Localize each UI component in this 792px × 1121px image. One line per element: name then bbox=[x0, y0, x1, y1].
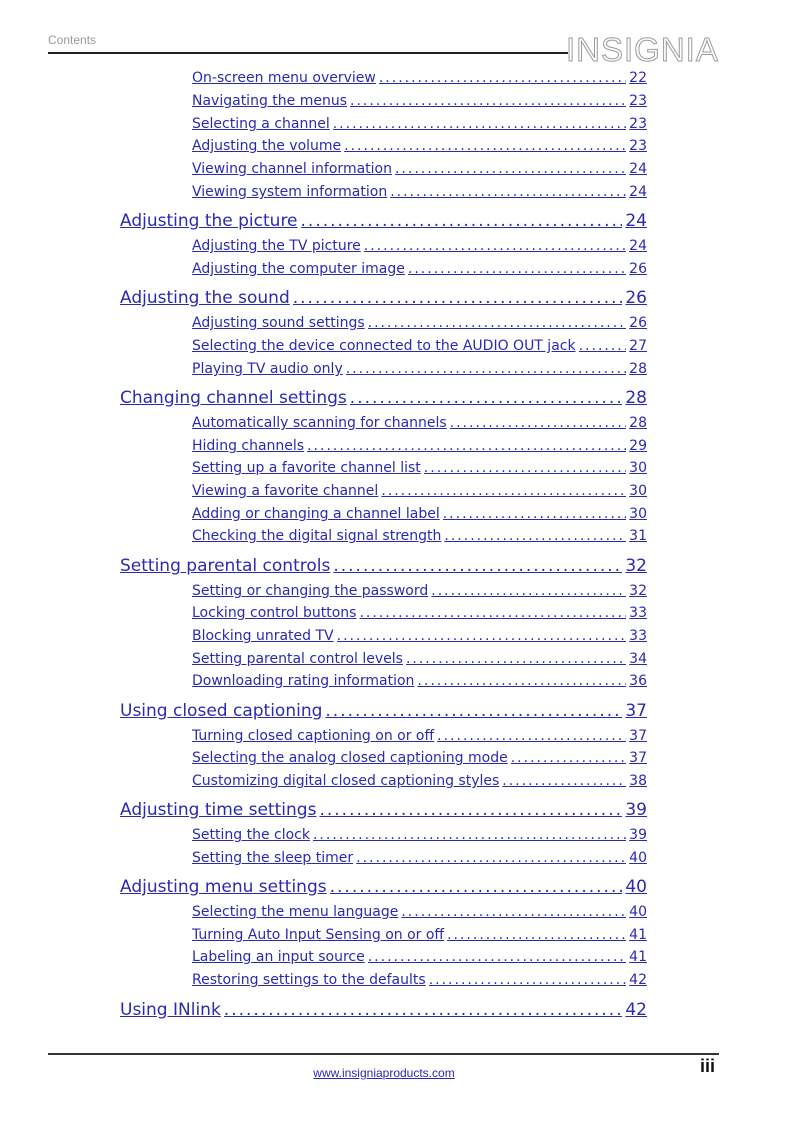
toc-entry-title: Viewing channel information bbox=[192, 161, 392, 177]
dot-leader bbox=[368, 315, 627, 331]
logo-text: INSIGNIA bbox=[566, 31, 719, 68]
toc-section-link[interactable] bbox=[192, 161, 647, 177]
toc-section-link[interactable] bbox=[192, 315, 647, 331]
dot-leader bbox=[364, 238, 626, 254]
dot-leader bbox=[390, 184, 626, 200]
toc-entry-page: 23 bbox=[629, 116, 647, 132]
toc-section-link[interactable] bbox=[192, 460, 647, 476]
toc-section-link[interactable] bbox=[192, 116, 647, 132]
dot-leader bbox=[346, 361, 626, 377]
toc-section-link[interactable] bbox=[192, 972, 647, 988]
toc-section-link[interactable] bbox=[192, 184, 647, 200]
toc-entry-title: Hiding channels bbox=[192, 438, 305, 454]
toc-entry-title: Setting the clock bbox=[192, 827, 310, 843]
dot-leader bbox=[437, 728, 626, 744]
header-rule bbox=[48, 52, 568, 54]
toc-chapter-link[interactable] bbox=[120, 211, 647, 231]
toc-entry-page: 41 bbox=[629, 949, 647, 965]
toc-entry-title: Restoring settings to the defaults bbox=[192, 972, 426, 988]
dot-leader bbox=[293, 288, 623, 308]
toc-entry-page: 33 bbox=[629, 628, 647, 644]
dot-leader bbox=[406, 651, 626, 667]
toc-section-link[interactable] bbox=[192, 651, 647, 667]
toc-section-link[interactable] bbox=[192, 70, 647, 86]
toc-chapter-link[interactable] bbox=[120, 288, 647, 308]
toc-entry-title: Downloading rating information bbox=[192, 673, 415, 689]
toc-entry-title: Setting or changing the password bbox=[192, 583, 429, 599]
toc-entry-page: 28 bbox=[629, 415, 647, 431]
toc-entry-page: 38 bbox=[629, 773, 647, 789]
dot-leader bbox=[379, 70, 626, 86]
insignia-logo bbox=[566, 32, 719, 68]
toc-entry-title: Checking the digital signal strength bbox=[192, 528, 442, 544]
toc-section-link[interactable] bbox=[192, 949, 647, 965]
toc-entry-title: Turning Auto Input Sensing on or off bbox=[192, 927, 445, 943]
dot-leader bbox=[337, 628, 627, 644]
toc-section-link[interactable] bbox=[192, 750, 647, 766]
toc-section-link[interactable] bbox=[192, 904, 647, 920]
toc-section-link[interactable] bbox=[192, 728, 647, 744]
toc-entry-title: Setting up a favorite channel list bbox=[192, 460, 421, 476]
toc-entry-page: 28 bbox=[625, 388, 647, 408]
toc-entry-title: Adjusting menu settings bbox=[120, 877, 327, 897]
toc-entry-title: Setting parental controls bbox=[120, 556, 331, 576]
toc-entry-page: 30 bbox=[629, 483, 647, 499]
toc-section-link[interactable] bbox=[192, 506, 647, 522]
dot-leader bbox=[333, 556, 622, 576]
page-number: iii bbox=[700, 1056, 716, 1076]
toc-entry-title: Adjusting time settings bbox=[120, 800, 317, 820]
footer-rule bbox=[48, 1053, 719, 1055]
toc-entry-page: 32 bbox=[625, 556, 647, 576]
toc-entry-title: Adding or changing a channel label bbox=[192, 506, 440, 522]
toc-entry-page: 29 bbox=[629, 438, 647, 454]
toc-entry-page: 33 bbox=[629, 605, 647, 621]
toc-entry-page: 24 bbox=[629, 161, 647, 177]
dot-leader bbox=[431, 583, 626, 599]
toc-section-link[interactable] bbox=[192, 415, 647, 431]
toc-section-link[interactable] bbox=[192, 483, 647, 499]
toc-entry-page: 24 bbox=[629, 238, 647, 254]
toc-entry-page: 40 bbox=[629, 904, 647, 920]
header-section-label: Contents bbox=[48, 33, 97, 47]
toc-entry-page: 32 bbox=[629, 583, 647, 599]
toc-entry-title: Adjusting sound settings bbox=[192, 315, 365, 331]
toc-entry-title: Blocking unrated TV bbox=[192, 628, 334, 644]
dot-leader bbox=[450, 415, 626, 431]
dot-leader bbox=[502, 773, 626, 789]
toc-entry-title: Using closed captioning bbox=[120, 701, 323, 721]
dot-leader bbox=[417, 673, 626, 689]
toc-entry-title: Turning closed captioning on or off bbox=[192, 728, 435, 744]
toc-entry-page: 28 bbox=[629, 361, 647, 377]
toc-entry-page: 26 bbox=[629, 261, 647, 277]
toc-entry-page: 42 bbox=[629, 972, 647, 988]
toc-entry-page: 40 bbox=[625, 877, 647, 897]
dot-leader bbox=[333, 116, 626, 132]
toc-entry-page: 30 bbox=[629, 506, 647, 522]
dot-leader bbox=[444, 528, 626, 544]
toc-entry-page: 36 bbox=[629, 673, 647, 689]
toc-entry-page: 23 bbox=[629, 93, 647, 109]
dot-leader bbox=[395, 161, 626, 177]
dot-leader bbox=[443, 506, 626, 522]
dot-leader bbox=[429, 972, 626, 988]
dot-leader bbox=[330, 877, 623, 897]
toc-entry-title: Setting parental control levels bbox=[192, 651, 403, 667]
toc-section-link[interactable] bbox=[192, 93, 647, 109]
toc-entry-title: Viewing system information bbox=[192, 184, 388, 200]
dot-leader bbox=[301, 211, 623, 231]
dot-leader bbox=[368, 949, 626, 965]
toc-entry-page: 26 bbox=[629, 315, 647, 331]
dot-leader bbox=[350, 388, 623, 408]
dot-leader bbox=[344, 138, 626, 154]
toc-entry-page: 41 bbox=[629, 927, 647, 943]
dot-leader bbox=[325, 701, 622, 721]
toc-entry-title: Selecting the analog closed captioning mode bbox=[192, 750, 508, 766]
toc-entry-title: Adjusting the computer image bbox=[192, 261, 405, 277]
toc-chapter-link[interactable] bbox=[120, 877, 647, 897]
toc-chapter-link[interactable] bbox=[120, 1000, 647, 1020]
toc-entry-title: On-screen menu overview bbox=[192, 70, 376, 86]
toc-entry-title: Automatically scanning for channels bbox=[192, 415, 447, 431]
toc-entry-title: Selecting the menu language bbox=[192, 904, 399, 920]
dot-leader bbox=[319, 800, 622, 820]
toc-chapter-link[interactable] bbox=[120, 388, 647, 408]
toc-entry-title: Customizing digital closed captioning styles bbox=[192, 773, 500, 789]
toc-entry-page: 37 bbox=[629, 750, 647, 766]
toc-entry-page: 22 bbox=[629, 70, 647, 86]
toc-section-link[interactable] bbox=[192, 605, 647, 621]
toc-section-link[interactable] bbox=[192, 773, 647, 789]
dot-leader bbox=[381, 483, 626, 499]
toc-chapter-link[interactable] bbox=[120, 556, 647, 576]
dot-leader bbox=[356, 850, 626, 866]
dot-leader bbox=[424, 460, 626, 476]
toc-entry-title: Selecting a channel bbox=[192, 116, 330, 132]
toc-entry-title: Navigating the menus bbox=[192, 93, 347, 109]
toc-entry-title: Adjusting the picture bbox=[120, 211, 298, 231]
toc-entry-title: Selecting the device connected to the AUDIO OUT jack bbox=[192, 338, 576, 354]
toc-section-link[interactable] bbox=[192, 138, 647, 154]
toc-entry-page: 39 bbox=[625, 800, 647, 820]
toc-section-link[interactable] bbox=[192, 827, 647, 843]
dot-leader bbox=[401, 904, 626, 920]
dot-leader bbox=[307, 438, 626, 454]
dot-leader bbox=[511, 750, 626, 766]
toc-entry-page: 34 bbox=[629, 651, 647, 667]
toc-entry-title: Playing TV audio only bbox=[192, 361, 343, 377]
dot-leader bbox=[350, 93, 626, 109]
footer-url-link[interactable]: www.insigniaproducts.com bbox=[313, 1066, 455, 1080]
toc-entry-title: Adjusting the TV picture bbox=[192, 238, 361, 254]
toc-entry-title: Locking control buttons bbox=[192, 605, 357, 621]
toc-entry-page: 37 bbox=[625, 701, 647, 721]
toc-section-link[interactable] bbox=[192, 673, 647, 689]
dot-leader bbox=[447, 927, 626, 943]
toc-section-link[interactable] bbox=[192, 927, 647, 943]
toc-entry-page: 42 bbox=[625, 1000, 647, 1020]
toc-section-link[interactable] bbox=[192, 361, 647, 377]
toc-section-link[interactable] bbox=[192, 850, 647, 866]
toc-section-link[interactable] bbox=[192, 261, 647, 277]
dot-leader bbox=[579, 338, 627, 354]
toc-section-link[interactable] bbox=[192, 438, 647, 454]
toc-section-link[interactable] bbox=[192, 628, 647, 644]
toc-entry-page: 30 bbox=[629, 460, 647, 476]
toc-section-link[interactable] bbox=[192, 583, 647, 599]
toc-chapter-link[interactable] bbox=[120, 701, 647, 721]
dot-leader bbox=[224, 1000, 623, 1020]
toc-entry-title: Viewing a favorite channel bbox=[192, 483, 379, 499]
dot-leader bbox=[408, 261, 626, 277]
toc-entry-page: 31 bbox=[629, 528, 647, 544]
toc-section-link[interactable] bbox=[192, 338, 647, 354]
toc-entry-page: 26 bbox=[625, 288, 647, 308]
dot-leader bbox=[359, 605, 626, 621]
toc-entry-title: Changing channel settings bbox=[120, 388, 347, 408]
toc-entry-page: 27 bbox=[629, 338, 647, 354]
toc-entry-page: 24 bbox=[625, 211, 647, 231]
toc-entry-page: 40 bbox=[629, 850, 647, 866]
dot-leader bbox=[313, 827, 626, 843]
toc-section-link[interactable] bbox=[192, 528, 647, 544]
toc-chapter-link[interactable] bbox=[120, 800, 647, 820]
toc-entry-title: Adjusting the sound bbox=[120, 288, 290, 308]
toc-entry-title: Labeling an input source bbox=[192, 949, 365, 965]
toc-entry-title: Using INlink bbox=[120, 1000, 221, 1020]
toc-entry-page: 24 bbox=[629, 184, 647, 200]
toc-entry-page: 39 bbox=[629, 827, 647, 843]
toc-section-link[interactable] bbox=[192, 238, 647, 254]
toc-entry-title: Setting the sleep timer bbox=[192, 850, 354, 866]
toc-entry-page: 37 bbox=[629, 728, 647, 744]
toc-entry-page: 23 bbox=[629, 138, 647, 154]
toc-entry-title: Adjusting the volume bbox=[192, 138, 342, 154]
